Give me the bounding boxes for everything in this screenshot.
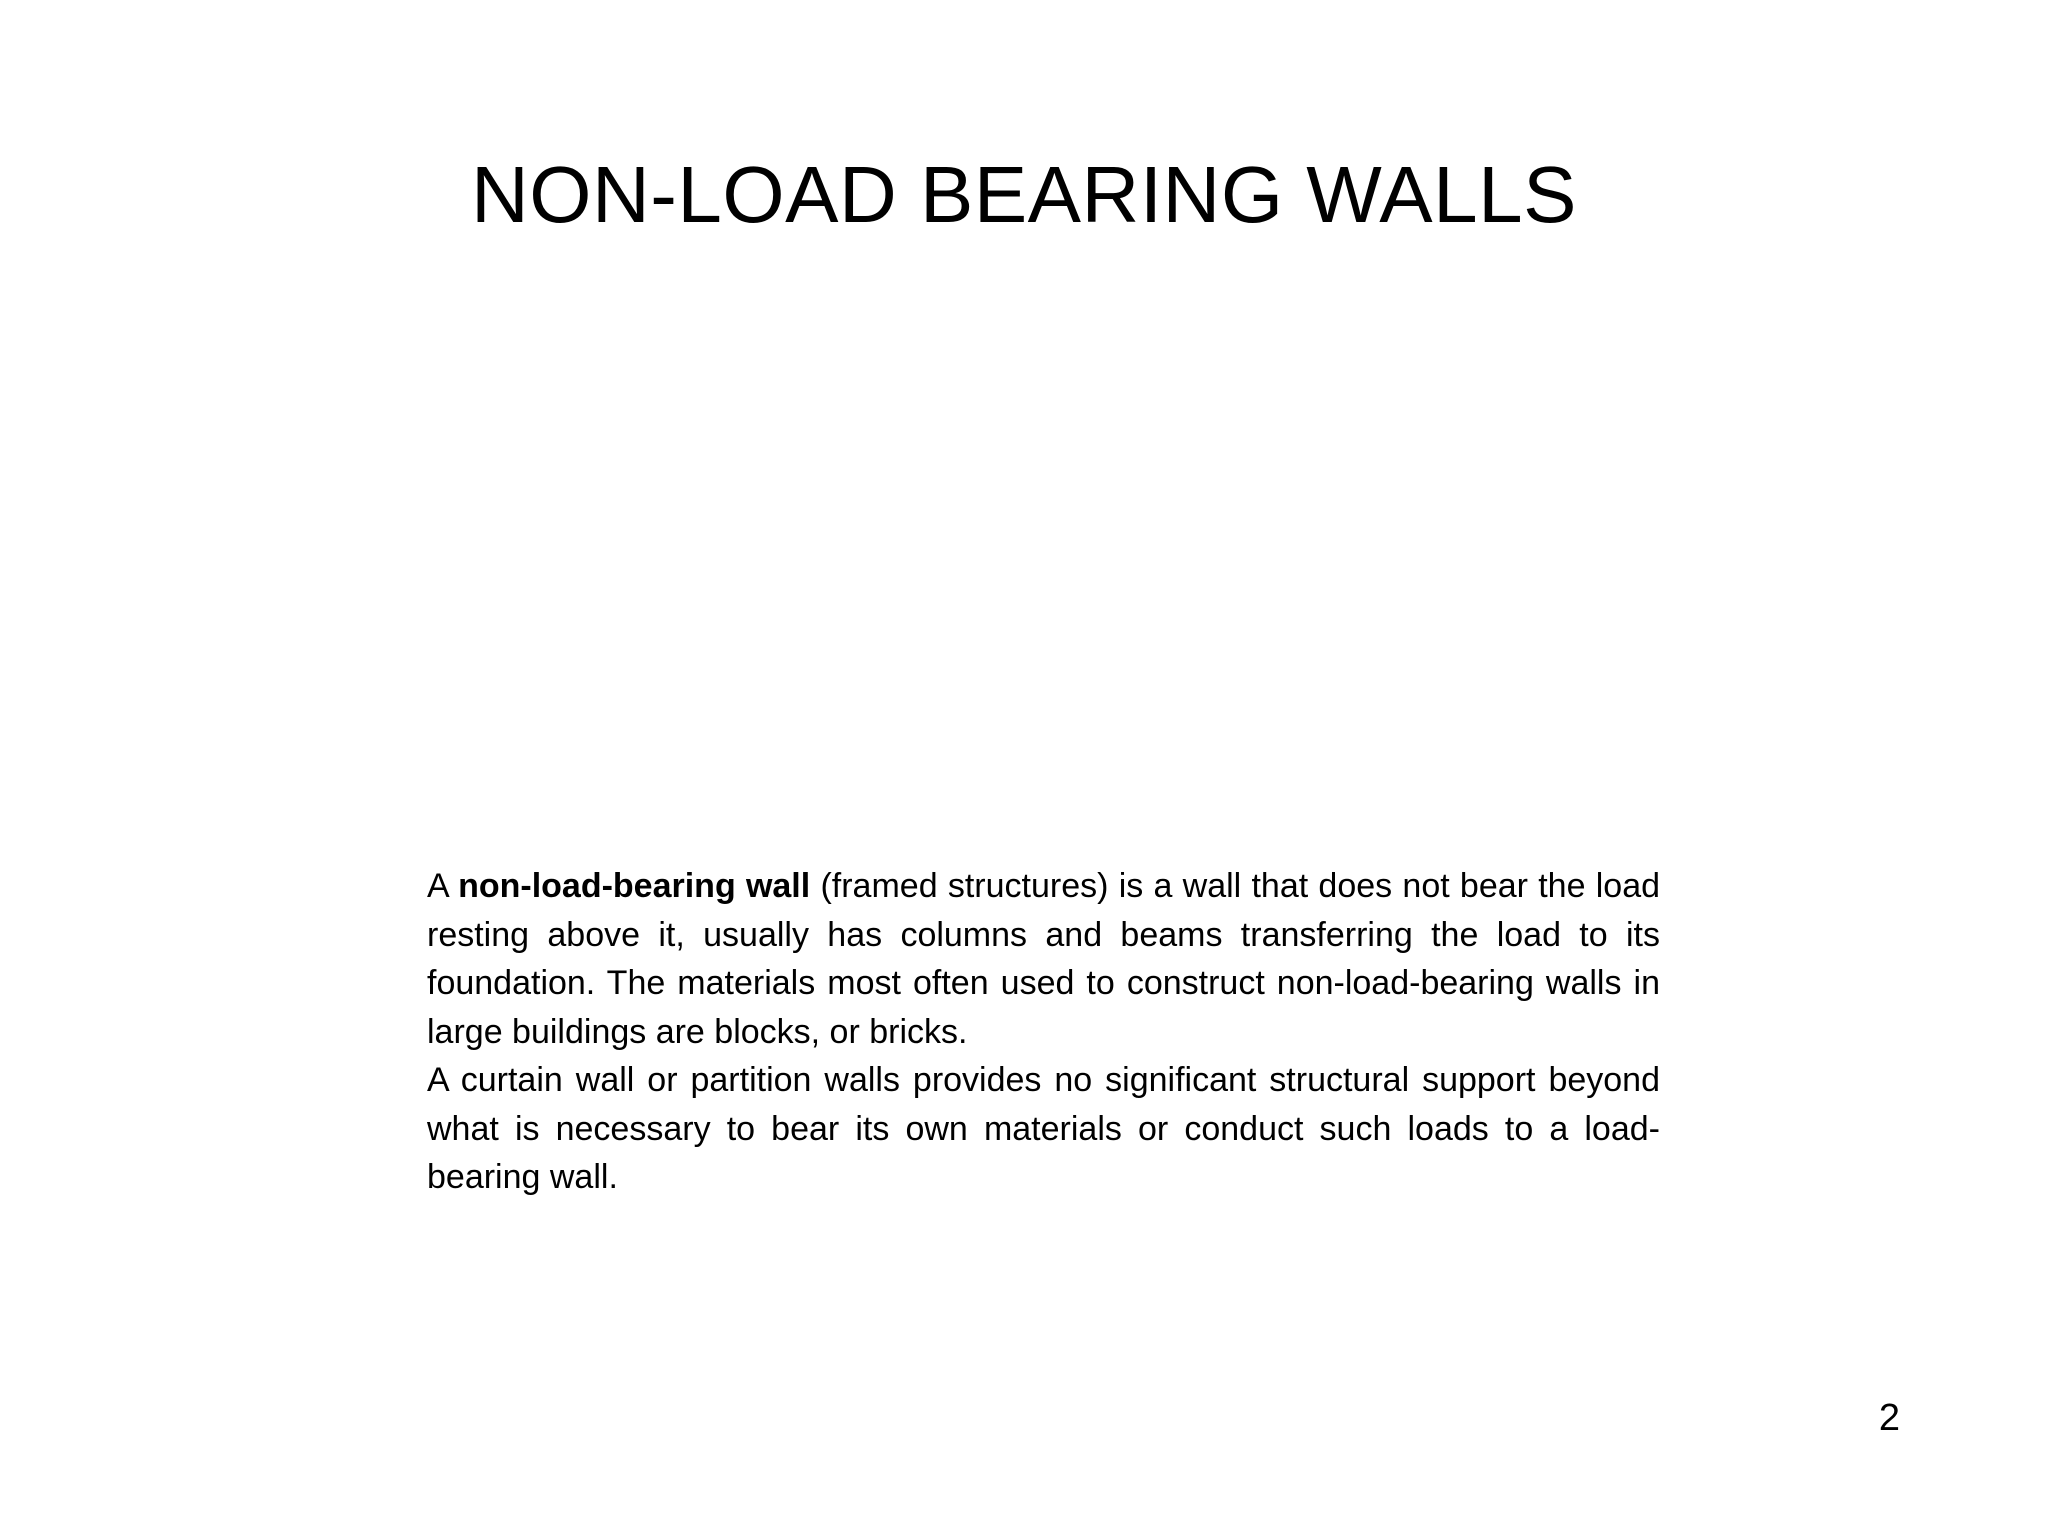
page-number: 2 <box>1878 1397 1900 1439</box>
bold-term: non-load-bearing wall <box>458 867 811 905</box>
slide-title: NON-LOAD BEARING WALLS <box>470 150 1578 239</box>
paragraph-definition-text: (framed structures) is a wall that does not bear the load resting above it, usually has columns and beams transferring the load to its foundation. The materials most often used to construct non-load-bearing walls in large buildings are blocks, or bricks. <box>427 867 1661 1051</box>
slide-body <box>427 862 1660 1202</box>
paragraph-curtain-wall: A curtain wall or partition walls provides no significant structural support beyond what is necessary to bear its own materials or conduct such loads to a load-bearing wall. <box>427 1061 1660 1196</box>
paragraph-definition-prefix: A <box>427 867 459 905</box>
paragraph-definition <box>427 862 1660 1056</box>
